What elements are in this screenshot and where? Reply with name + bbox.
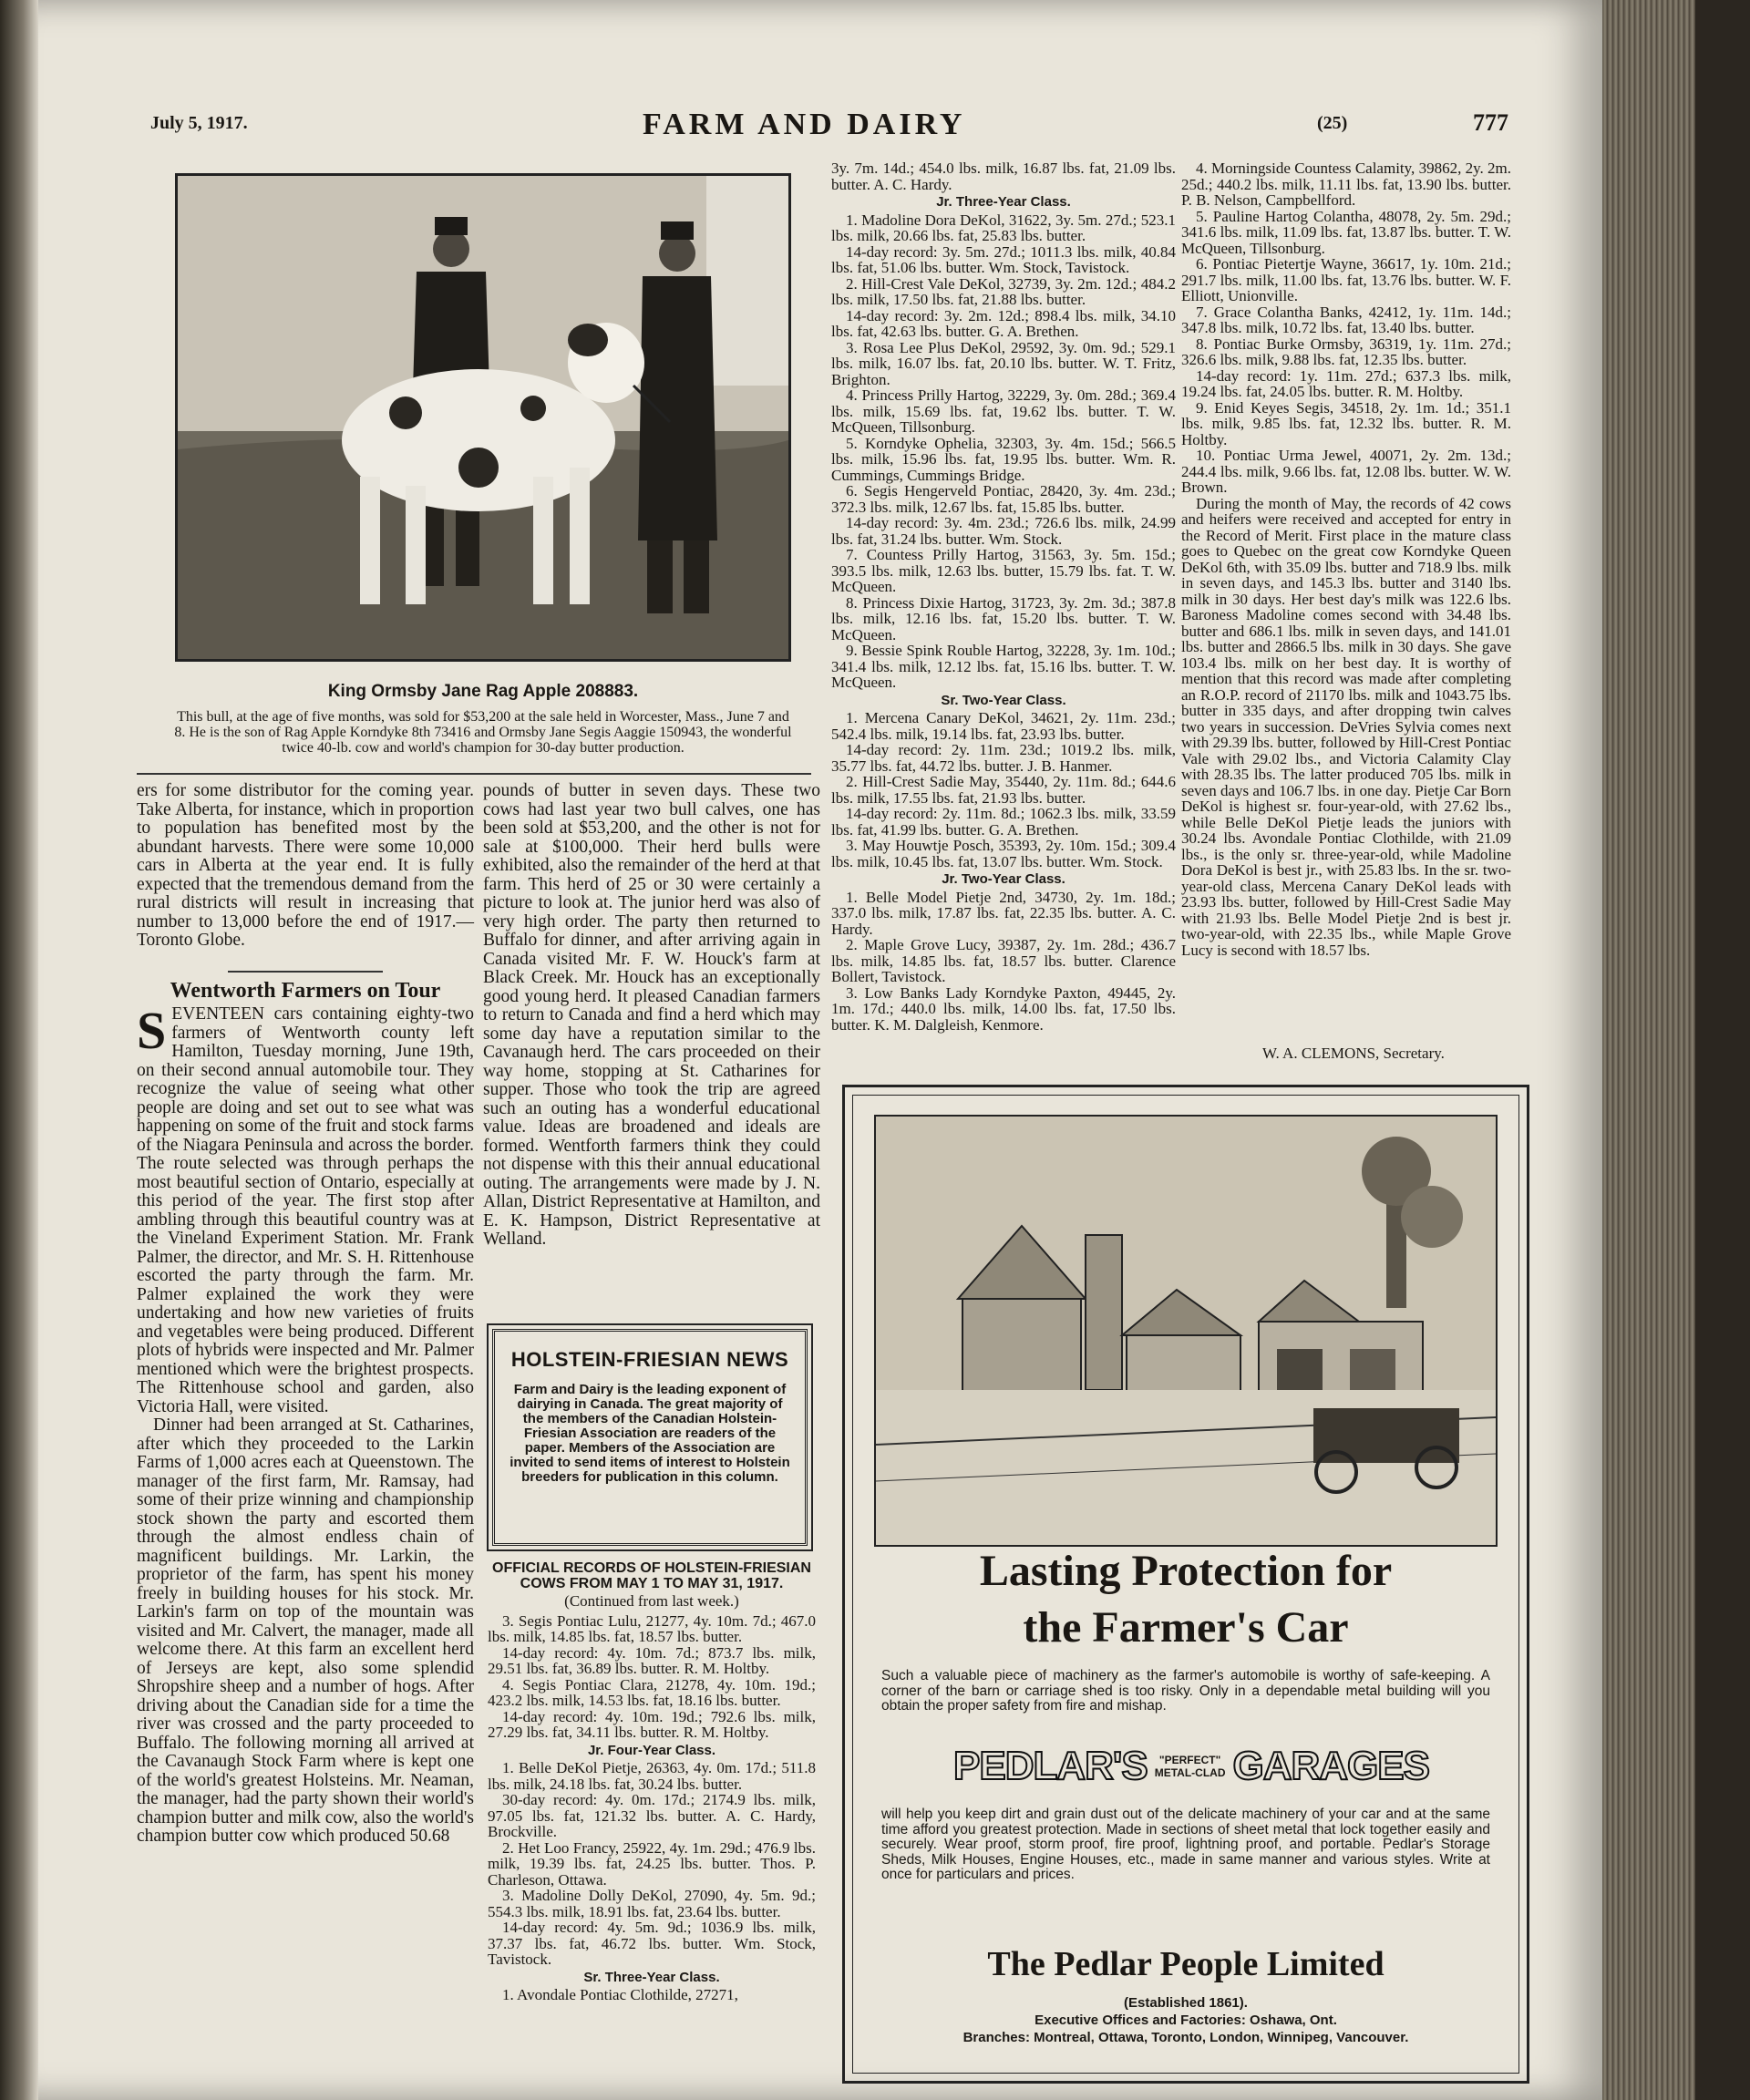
column-wentworth — [137, 782, 474, 1847]
ad-headline-line-2: the Farmer's Car — [1023, 1603, 1349, 1652]
record-entry: 4. Segis Pontiac Clara, 21278, 4y. 10m. 19d.; 423.2 lbs. milk, 14.53 lbs. fat, 18.16 lbs. butter. — [488, 1675, 816, 1709]
record-entry: 14-day record: 4y. 10m. 19d.; 792.6 lbs. milk, 27.29 lbs. fat, 34.11 lbs. butter. R. M. Holtby. — [488, 1707, 816, 1741]
record-entry: 14-day record: 3y. 2m. 12d.; 898.4 lbs. milk, 34.10 lbs. fat, 42.63 lbs. butter. G. A. Brethen. — [831, 306, 1176, 340]
photo-caption-text: This bull, at the age of five months, was sold for $53,200 at the sale held in Worcester, Mass., June 7 and 8. He is the son of Rag Apple Korndyke 8th 73416 and Ormsby Jane Segis Aaggie 150943, the wonderful twice 40-lb. cow and world's champion for 30-day butter production. — [174, 709, 792, 756]
executive-offices: Executive Offices and Factories: Oshawa, Ont. — [1035, 2012, 1337, 2028]
tour-continued-paragraph: pounds of butter in seven days. These two cows had last year two bull calves, one has been sold at $53,200, and the other is not for sale at $100,000. Their herd bulls were exhibited, also the remainder of the herd at that farm. This herd of 25 or 30 were certainly a picture to look at. The junior herd was also of very high order. The party then returned to Buffalo for dinner, and after arriving again in Canada visited Mr. F. W. Houck's farm at Black Creek. Mr. Houck has an exceptionally good young herd. It pleased Canadian farmers to return to Canada and find a herd which may some day have a reputation similar to the Cavanaugh herd. The cars proceeded on their way home, stopping at St. Catharines for supper. Those who took the trip are agreed such an outing has a wonderful educational value. Ideas are broadened and ideals are formed. Wentforth farmers think they could not dispense with this their annual educational outing. The arrangements were made by J. N. Allan, District Representative at Hamilton, and E. K. Hampson, District Representative at Welland. — [483, 781, 820, 1249]
short-divider — [228, 971, 383, 973]
record-entry: 1. Avondale Pontiac Clothilde, 27271, — [502, 1986, 738, 2003]
record-entry: 1. Mercena Canary DeKol, 34621, 2y. 11m. 23d.; 542.4 lbs. milk, 19.14 lbs. fat, 23.93 lbs. butter. — [831, 709, 1176, 743]
divider-rule — [137, 773, 811, 775]
section-page-number: (25) — [1317, 113, 1348, 133]
column-tour-continued — [483, 782, 820, 1250]
pedlar-garage-advertisement — [842, 1085, 1529, 2084]
records-heading: OFFICIAL RECORDS OF HOLSTEIN-FRIESIAN COWS FROM MAY 1 TO MAY 31, 1917. — [492, 1560, 811, 1591]
record-entry: 14-day record: 2y. 11m. 23d.; 1019.2 lbs. milk, 35.77 lbs. fat, 44.72 lbs. butter. J. B. Hanmer. — [831, 741, 1176, 775]
photo-caption — [173, 682, 793, 756]
alberta-paragraph: ers for some distributor for the coming year. Take Alberta, for instance, which in proportion to population has benefited most by the abundant harvests. There were some 10,000 cars in Alberta at the year end. It is fully expected that the tremendous demand from the rural districts will result in increasing that number to 13,000 before the end of 1917.—Toronto Globe. — [137, 781, 474, 950]
records-summary: During the month of May, the records of 42 cows and heifers were received and accepted for entry in the Record of Merit. First place in the mature class goes to Quebec on the great cow Korndyke Queen DeKol 6th, with 35.09 lbs. butter and 718.9 lbs. milk in seven days, and 145.3 lbs. butter and 3140 lbs. milk in 30 days. Her best day's milk was 122.6 lbs. Baroness Madoline comes second with 34.48 lbs. butter and 686.1 lbs. milk in seven days, and 141.01 lbs. butter and 2866.5 lbs. milk in 30 days. She gave 103.4 lbs. milk on her best day. It is worthy of mention that this record was made after completing an R.O.P. record of 21170 lbs. milk and 1043.75 lbs. butter in 335 days, and after dropping twin calves two years in succession. DeVries Sylvia comes next with 29.39 lbs. butter, followed by Hill-Crest Pontiac Vale with 29.02 lbs., and Victoria Calamity Clay with 28.35 lbs. The latter produced 705 lbs. milk in seven days and 106.7 lbs. in one day. Pietje Car Born DeKol is highest sr. four-year-old, with 27.62 lbs., while Belle DeKol Pietje leads the juniors with 30.24 lbs. Avondale Pontiac Clothilde, with 21.09 lbs., is the only sr. three-year-old, while Madoline Dora DeKol is best jr., with 25.83 lbs. In the sr. two-year-old class, Mercena Canary DeKol leads with 23.93 lbs. butter, followed by Hill-Crest Sadie May with 21.93 lbs. Belle Model Pietje 2nd is best jr. two-year-old, with 22.35 lbs., while Maple Grove Lucy is second with 18.57 lbs. — [1181, 494, 1511, 959]
record-entry: 14-day record: 4y. 5m. 9d.; 1036.9 lbs. milk, 37.37 lbs. fat, 46.72 lbs. butter. Wm. Stock, Tavistock. — [488, 1919, 816, 1968]
ad-headline — [845, 1543, 1527, 1656]
garage-illustration — [874, 1115, 1498, 1547]
article-paragraph-2: Dinner had been arranged at St. Catharines, after which they proceeded to the Larkin Farms of 1,000 acres each at Queenstown. The manager of the first farm, Mr. Ramsay, had some of their prize winning and championship stock shown the party and escorted them through the almost endless chain of magnificent buildings. Mr. Larkin, the proprietor of the farm, has spent his money freely in building houses for his stock. Mr. Larkin's farm on top of the mountain was visited and Mr. Calvert, the manager, made all welcome there. At this farm an excellent herd of Jerseys are kept, also some splendid Shropshire sheep and a number of hogs. After driving about the Canadian side for a time the river was crossed and the party proceeded to Buffalo. The following morning all arrived at the Cavanaugh Stock Farm where is kept one of the world's greatest Holsteins. Mr. Neaman, the manager, had the party shown their world's champion butter and milk cow, also the world's champion butter cow which produced 50.68 — [137, 1415, 474, 1846]
page-number: 777 — [1473, 109, 1508, 136]
record-entry: 3. Rosa Lee Plus DeKol, 29592, 3y. 0m. 9d.; 529.1 lbs. milk, 16.07 lbs. fat, 20.10 lbs. butter. W. T. Fritz, Brighton. — [831, 338, 1176, 388]
record-entry: 7. Countess Prilly Hartog, 31563, 3y. 5m. 15d.; 393.5 lbs. milk, 12.63 lbs. butter, 15.79 lbs. fat. T. W. McQueen. — [831, 546, 1176, 595]
brand-garages: GARAGES — [1232, 1744, 1429, 1788]
company-name: The Pedlar People Limited — [987, 1945, 1385, 1983]
record-entry: 9. Bessie Spink Rouble Hartog, 32228, 3y. 1m. 10d.; 341.4 lbs. milk, 12.12 lbs. fat, 15.16 lbs. butter. T. W. McQueen. — [831, 642, 1176, 691]
ad-headline-line-1: Lasting Protection for — [979, 1547, 1393, 1595]
record-entry: 1. Belle Model Pietje 2nd, 34730, 2y. 1m. 18d.; 337.0 lbs. milk, 17.87 lbs. fat, 22.35 lbs. butter. A. C. Hardy. — [831, 888, 1176, 938]
hf-news-text: Farm and Dairy is the leading exponent of dairying in Canada. The great majority of the members of the Canadian Holstein-Friesian Association are readers of the paper. Members of the Association are invited to send items of interest to Holstein breeders for publication in this column. — [510, 1382, 790, 1485]
bull-photograph — [175, 173, 791, 662]
brand-metal-clad: METAL-CLAD — [1154, 1766, 1226, 1779]
record-entry: 2. Hill-Crest Sadie May, 35440, 2y. 11m. 8d.; 644.6 lbs. milk, 17.55 lbs. fat, 21.93 lbs. butter. — [831, 773, 1176, 807]
page-gutter-shadow — [0, 0, 38, 2100]
bull-photo-illustration — [178, 176, 788, 659]
record-entry: 4. Princess Prilly Hartog, 32229, 3y. 0m. 28d.; 369.4 lbs. milk, 15.69 lbs. fat, 19.62 lbs. butter. T. W. McQueen, Tillsonburg. — [831, 386, 1176, 436]
masthead-title: FARM AND DAIRY — [643, 108, 966, 141]
brand-tagline — [1155, 1754, 1226, 1779]
record-entry: 8. Pontiac Burke Ormsby, 36319, 1y. 11m. 27d.; 326.6 lbs. milk, 9.88 lbs. fat, 12.35 lbs. butter. — [1181, 335, 1511, 368]
established-year: (Established 1861). — [1124, 1995, 1248, 2011]
continued-note: (Continued from last week.) — [564, 1592, 739, 1610]
record-entry: 6. Pontiac Pietertje Wayne, 36617, 1y. 10m. 21d.; 291.7 lbs. milk, 11.00 lbs. fat, 13.76 lbs. butter. W. F. Elliott, Unionville. — [1181, 255, 1511, 304]
record-entry: 3. Madoline Dolly DeKol, 27090, 4y. 5m. 9d.; 554.3 lbs. milk, 18.91 lbs. fat, 23.64 lbs. butter. — [488, 1887, 816, 1920]
book-page-edges — [1602, 0, 1750, 2100]
drop-cap: S — [137, 1001, 167, 1060]
article-paragraph-1-text: EVENTEEN cars containing eighty-two farmers of Wentworth county left Hamilton, Tuesday morning, June 19th, on their second annual automobile tour. They recognize the value of seeing what other people are doing and set out to see what was happening on some of the fruit and stock farms of the Niagara Peninsula and across the border. The route selected was through perhaps the most beautiful section of Ontario, especially at this period of the year. The first stop after ambling through this beautiful country was at the Vineland Experiment Station. Mr. Frank Palmer, the director, and Mr. S. H. Rittenhouse escorted the party through the farm. Mr. Palmer explained the work they were undertaking and how new varieties of fruits and vegetables were being produced. Different plots of hybrids were inspected and Mr. Palmer mentioned which were the brightest prospects. The Rittenhouse school and garden, also Victoria Hall, were visited. — [137, 1004, 474, 1416]
class-heading: Jr. Three-Year Class. — [936, 194, 1071, 210]
hf-news-title: HOLSTEIN-FRIESIAN NEWS — [510, 1348, 789, 1371]
record-entry: 14-day record: 1y. 11m. 27d.; 637.3 lbs. milk, 19.24 lbs. fat, 24.05 lbs. butter. R. M. Holtby. — [1181, 366, 1511, 400]
record-entry: 14-day record: 3y. 4m. 23d.; 726.6 lbs. milk, 24.99 lbs. fat, 31.24 lbs. butter. Wm. Stock. — [831, 514, 1176, 548]
brand-pedlars: PEDLAR'S — [953, 1744, 1148, 1788]
pedlars-garages-logo — [927, 1744, 1456, 1793]
farm-garage-drawing — [876, 1117, 1496, 1545]
issue-date: July 5, 1917. — [150, 113, 248, 133]
secretary-signature: W. A. CLEMONS, Secretary. — [1262, 1045, 1445, 1062]
holstein-friesian-news-box — [492, 1329, 808, 1546]
record-entry: 14-day record: 4y. 10m. 7d.; 873.7 lbs. milk, 29.51 lbs. fat, 36.89 lbs. butter. R. M. Holtby. — [488, 1643, 816, 1677]
brand-perfect: "PERFECT" — [1158, 1754, 1221, 1766]
record-entry: 3. May Houwtje Posch, 35393, 2y. 10m. 15d.; 309.4 lbs. milk, 10.45 lbs. fat, 13.07 lbs. butter. Wm. Stock. — [831, 837, 1176, 870]
class-heading: Jr. Two-Year Class. — [942, 871, 1065, 887]
article-paragraph-1 — [137, 1001, 474, 1416]
record-entry: 9. Enid Keyes Segis, 34518, 2y. 1m. 1d.; 351.1 lbs. milk, 9.85 lbs. fat, 12.32 lbs. butter. R. M. Holtby. — [1181, 398, 1511, 448]
official-records-column — [488, 1560, 816, 2003]
article-heading: Wentworth Farmers on Tour — [170, 978, 441, 1003]
record-entry: 1. Madoline Dora DeKol, 31622, 3y. 5m. 27d.; 523.1 lbs. milk, 20.66 lbs. fat, 25.83 lbs. butter. — [831, 211, 1176, 244]
records-column-4 — [1181, 160, 1511, 958]
record-entry: 5. Pauline Hartog Colantha, 48078, 2y. 5m. 29d.; 341.6 lbs. milk, 11.09 lbs. fat, 13.87 lbs. butter. T. W. McQueen, Tillsonburg. — [1181, 207, 1511, 257]
record-entry: 2. Maple Grove Lucy, 39387, 2y. 1m. 28d.; 436.7 lbs. milk, 14.85 lbs. fat, 18.57 lbs. butter. Clarence Bollert, Tavistock. — [831, 936, 1176, 985]
ad-body-text: will help you keep dirt and grain dust out of the delicate machinery of your car and at the same time afford you greatest protection. Made in sections of sheet metal that lock together easily and securely. Wear proof, storm proof, fire proof, lightning proof, and portable. Pedlar's Storage Sheds, Milk Houses, Engine Houses, etc., made in same manner and various styles. Write at once for particulars and prices. — [881, 1807, 1490, 1882]
record-entry: 8. Princess Dixie Hartog, 31723, 3y. 2m. 3d.; 387.8 lbs. milk, 12.16 lbs. fat, 15.20 lbs. butter. T. W. McQueen. — [831, 593, 1176, 643]
book-binding — [1695, 0, 1750, 2100]
record-entry: 1. Belle DeKol Pietje, 26363, 4y. 0m. 17d.; 511.8 lbs. milk, 24.18 lbs. fat, 30.24 lbs. butter. — [488, 1759, 816, 1793]
record-entry: 4. Morningside Countess Calamity, 39862, 2y. 2m. 25d.; 440.2 lbs. milk, 11.11 lbs. fat, 13.90 lbs. butter. P. B. Nelson, Campbellford. — [1181, 160, 1511, 209]
records-column-3 — [831, 160, 1176, 1033]
branch-offices: Branches: Montreal, Ottawa, Toronto, London, Winnipeg, Vancouver. — [962, 2030, 1409, 2045]
record-entry: 3y. 7m. 14d.; 454.0 lbs. milk, 16.87 lbs. fat, 21.09 lbs. butter. A. C. Hardy. — [831, 160, 1176, 193]
record-entry: 30-day record: 4y. 0m. 17d.; 2174.9 lbs. milk, 97.05 lbs. fat, 121.32 lbs. butter. A. C. Hardy, Brockville. — [488, 1791, 816, 1840]
record-entry: 2. Hill-Crest Vale DeKol, 32739, 3y. 2m. 12d.; 484.2 lbs. milk, 17.50 lbs. fat, 21.88 lbs. butter. — [831, 274, 1176, 308]
class-heading: Jr. Four-Year Class. — [587, 1742, 716, 1758]
record-entry: 2. Het Loo Francy, 25922, 4y. 1m. 29d.; 476.9 lbs. milk, 19.39 lbs. fat, 24.25 lbs. butter. Thos. P. Charleson, Ottawa. — [488, 1838, 816, 1889]
page-header — [150, 108, 1508, 144]
record-entry: 7. Grace Colantha Banks, 42412, 1y. 11m. 14d.; 347.8 lbs. milk, 10.72 lbs. fat, 13.40 lbs. butter. — [1181, 303, 1511, 336]
ad-intro-text: Such a valuable piece of machinery as the farmer's automobile is worthy of safe-keeping. A corner of the barn or carriage shed is too risky. Only in a dependable metal building will you obtain the proper safety from fire and mishap. — [881, 1668, 1490, 1714]
record-entry: 3. Low Banks Lady Korndyke Paxton, 49445, 2y. 1m. 17d.; 440.0 lbs. milk, 14.00 lbs. fat, 17.50 lbs. butter. K. M. Dalgleish, Kenmore. — [831, 983, 1176, 1034]
class-heading: Sr. Three-Year Class. — [583, 1969, 720, 1985]
record-entry: 3. Segis Pontiac Lulu, 21277, 4y. 10m. 7d.; 467.0 lbs. milk, 14.85 lbs. fat, 18.57 lbs. butter. — [488, 1611, 816, 1645]
photo-title: King Ormsby Jane Rag Apple 208883. — [327, 682, 639, 701]
company-details — [845, 1994, 1527, 2046]
record-entry: 14-day record: 2y. 11m. 8d.; 1062.3 lbs. milk, 33.59 lbs. fat, 41.99 lbs. butter. G. A. Brethen. — [831, 805, 1176, 839]
record-entry: 14-day record: 3y. 5m. 27d.; 1011.3 lbs. milk, 40.84 lbs. fat, 51.06 lbs. butter. Wm. Stock, Tavistock. — [831, 242, 1176, 276]
record-entry: 6. Segis Hengerveld Pontiac, 28420, 3y. 4m. 23d.; 372.3 lbs. milk, 12.67 lbs. fat, 15.85 lbs. butter. — [831, 482, 1176, 516]
record-entry: 5. Korndyke Ophelia, 32303, 3y. 4m. 15d.; 566.5 lbs. milk, 15.96 lbs. fat, 19.95 lbs. butter. Wm. R. Cummings, Cummings Bridge. — [831, 434, 1176, 484]
class-heading: Sr. Two-Year Class. — [941, 692, 1066, 708]
record-entry: 10. Pontiac Urma Jewel, 40071, 2y. 2m. 13d.; 244.4 lbs. milk, 9.66 lbs. fat, 12.08 lbs. butter. W. W. Brown. — [1181, 447, 1511, 496]
